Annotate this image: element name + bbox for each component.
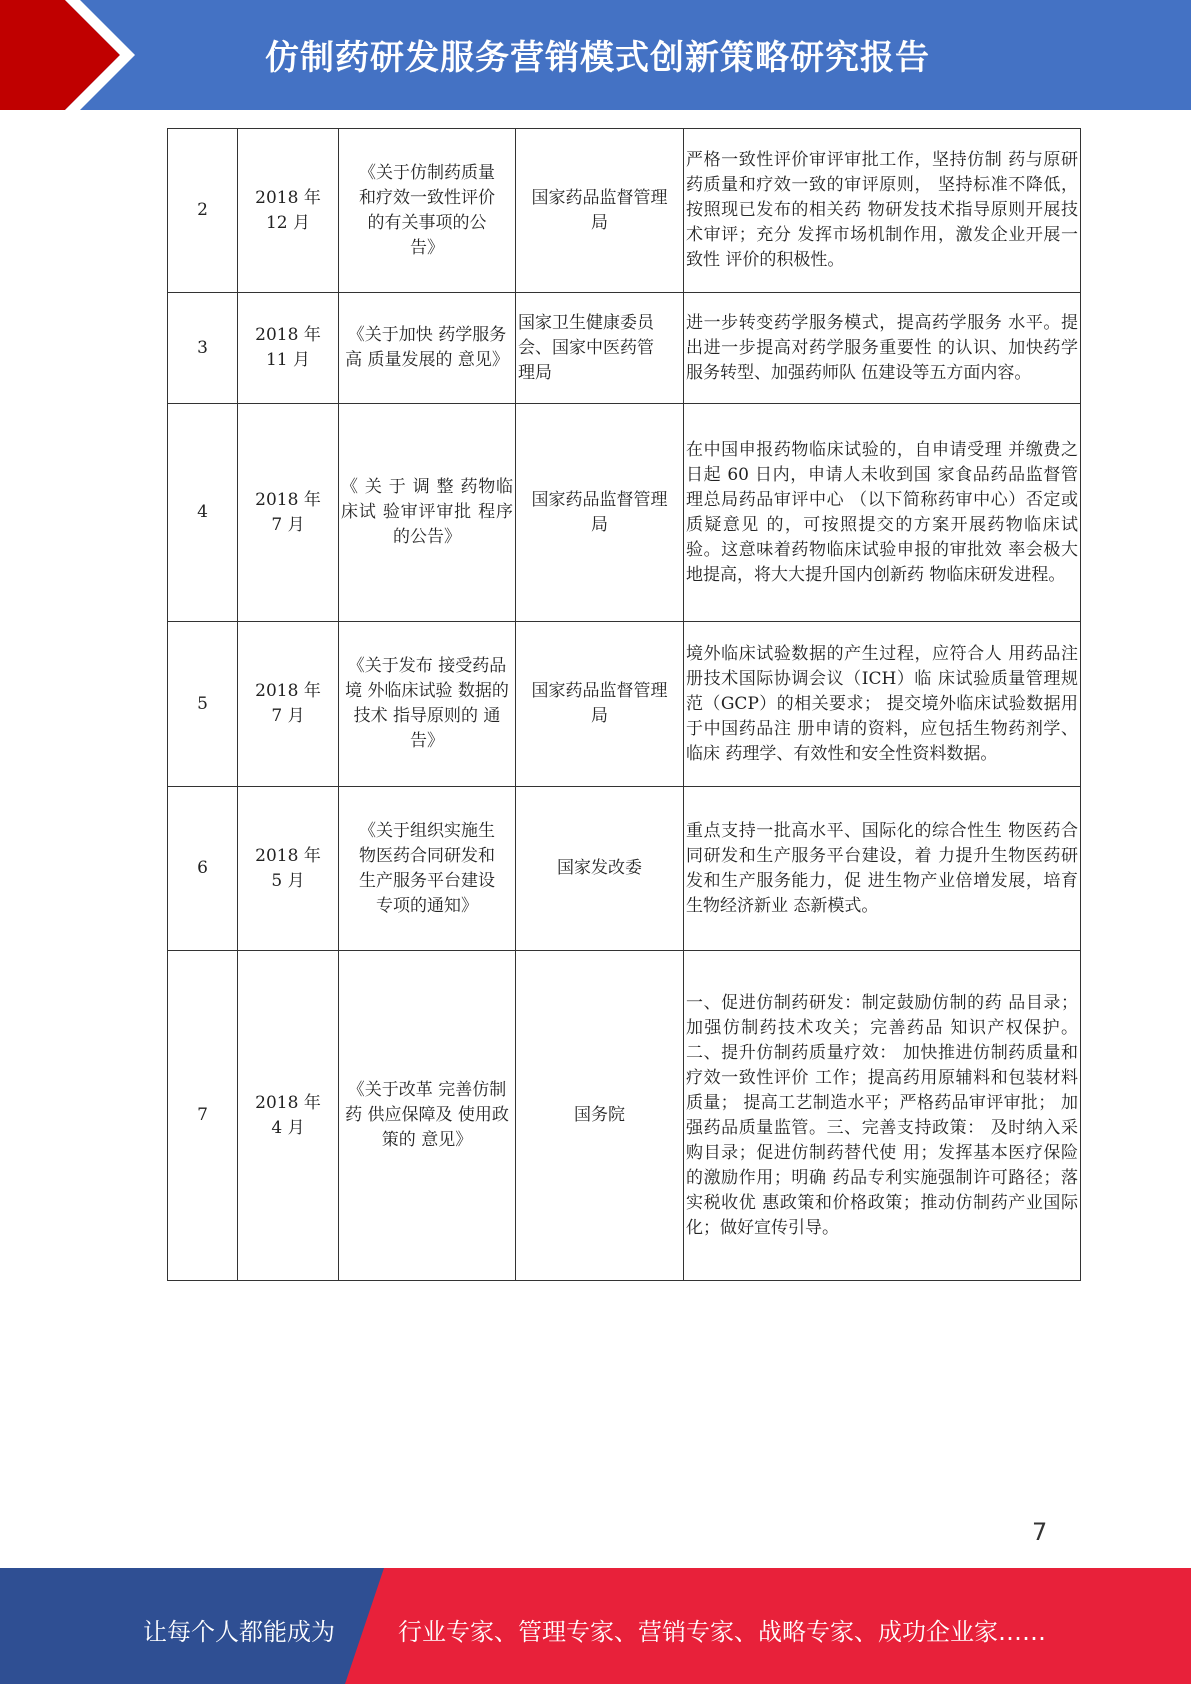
row-issuer: 国家药品监督管理局 xyxy=(516,404,684,622)
row-document: 《关于组织实施生物医药合同研发和生产服务平台建设专项的通知》 xyxy=(339,787,516,951)
row-issuer: 国家药品监督管理局 xyxy=(516,129,684,293)
row-number: 5 xyxy=(168,622,238,787)
row-issuer: 国家发改委 xyxy=(516,787,684,951)
row-date: 2018 年 4 月 xyxy=(238,951,339,1281)
row-date: 2018 年 7 月 xyxy=(238,404,339,622)
table-row xyxy=(168,951,1081,1281)
footer-slogan-left: 让每个人都能成为 xyxy=(143,1618,335,1646)
row-document: 《 关 于 调 整 药物临床试 验审评审批 程序的公告》 xyxy=(339,404,516,622)
red-chevron-decoration xyxy=(0,0,150,110)
row-number: 3 xyxy=(168,293,238,404)
table-row xyxy=(168,787,1081,951)
footer-slogan-right: 行业专家、管理专家、营销专家、战略专家、成功企业家…… xyxy=(398,1618,1046,1646)
policy-table xyxy=(167,128,1081,1281)
row-date: 2018 年 5 月 xyxy=(238,787,339,951)
row-document: 《关于加快 药学服务高 质量发展的 意见》 xyxy=(339,293,516,404)
table-row xyxy=(168,129,1081,293)
row-issuer: 国务院 xyxy=(516,951,684,1281)
report-footer xyxy=(0,1568,1191,1684)
row-content: 进一步转变药学服务模式，提高药学服务 水平。提出进一步提高对药学服务重要性 的认识、加快药学服务转型、加强药师队 伍建设等五方面内容。 xyxy=(684,293,1081,404)
row-content: 一、促进仿制药研发：制定鼓励仿制的药 品目录；加强仿制药技术攻关；完善药品 知识产权保护。二、提升仿制药质量疗效： 加快推进仿制药质量和疗效一致性评价 工作；提高药用原辅料和包装材料质量； 提高工艺制造水平；严格药品审评审批； 加强药品质量监管。三、完善支持政策： 及时纳入采购目录；促进仿制药替代使 用；发挥基本医疗保险的激励作用；明确 药品专利实施强制许可路径；落实税收优 惠政策和价格政策；推动仿制药产业国际 化；做好宣传引导。 xyxy=(684,951,1081,1281)
row-content: 境外临床试验数据的产生过程，应符合人 用药品注册技术国际协调会议（ICH）临 床试验质量管理规范（GCP）的相关要求； 提交境外临床试验数据用于中国药品注 册申请的资料，应包括生物药剂学、临床 药理学、有效性和安全性资料数据。 xyxy=(684,622,1081,787)
row-number: 2 xyxy=(168,129,238,293)
row-issuer: 国家药品监督管理局 xyxy=(516,622,684,787)
page-number: 7 xyxy=(1032,1518,1048,1546)
report-header xyxy=(0,0,1191,110)
row-document: 《关于仿制药质量和疗效一致性评价的有关事项的公告》 xyxy=(339,129,516,293)
row-date: 2018 年 7 月 xyxy=(238,622,339,787)
row-content: 在中国申报药物临床试验的，自申请受理 并缴费之日起 60 日内，申请人未收到国 家食品药品监督管理总局药品审评中心 （以下简称药审中心）否定或质疑意见 的，可按照提交的方案开展药物临床试 验。这意味着药物临床试验申报的审批效 率会极大地提高，将大大提升国内创新药 物临床研发进程。 xyxy=(684,404,1081,622)
row-issuer: 国家卫生健康委员会、国家中医药管理局 xyxy=(516,293,684,404)
row-content: 重点支持一批高水平、国际化的综合性生 物医药合同研发和生产服务平台建设，着 力提升生物医药研发和生产服务能力，促 进生物产业倍增发展，培育生物经济新业 态新模式。 xyxy=(684,787,1081,951)
row-document: 《关于发布 接受药品境 外临床试验 数据的技术 指导原则的 通告》 xyxy=(339,622,516,787)
row-number: 4 xyxy=(168,404,238,622)
row-content: 严格一致性评价审评审批工作，坚持仿制 药与原研药质量和疗效一致的审评原则， 坚持标准不降低，按照现已发布的相关药 物研发技术指导原则开展技术审评；充分 发挥市场机制作用，激发企业开展一致性 评价的积极性。 xyxy=(684,129,1081,293)
table-row xyxy=(168,404,1081,622)
report-title: 仿制药研发服务营销模式创新策略研究报告 xyxy=(265,38,930,78)
table-row xyxy=(168,293,1081,404)
table-row xyxy=(168,622,1081,787)
row-date: 2018 年 11 月 xyxy=(238,293,339,404)
row-number: 7 xyxy=(168,951,238,1281)
row-number: 6 xyxy=(168,787,238,951)
row-document: 《关于改革 完善仿制药 供应保障及 使用政策的 意见》 xyxy=(339,951,516,1281)
row-date: 2018 年 12 月 xyxy=(238,129,339,293)
